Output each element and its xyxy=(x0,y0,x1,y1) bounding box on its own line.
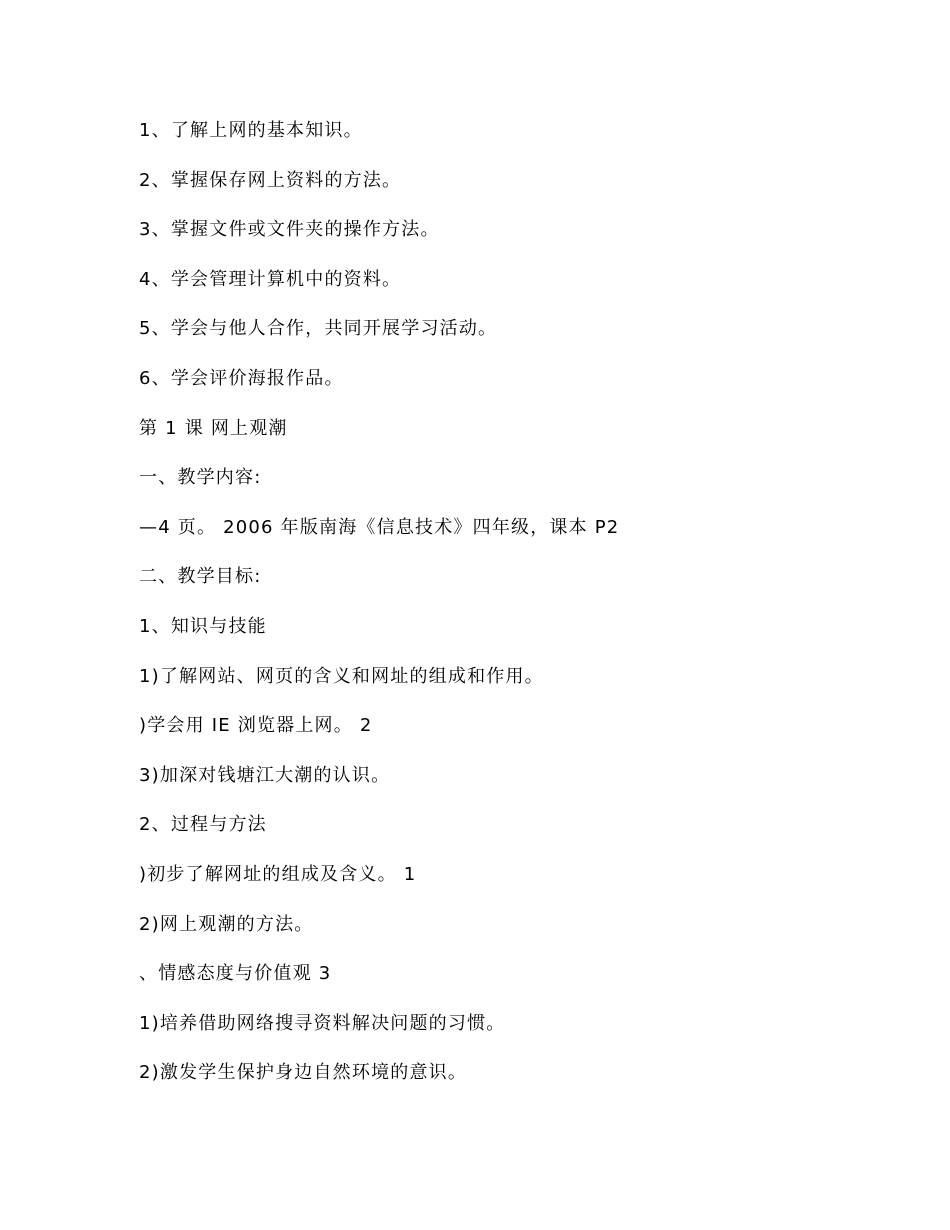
text-line: 2)网上观潮的方法。 xyxy=(139,913,314,935)
text-line: 1、了解上网的基本知识。 xyxy=(139,120,363,141)
text-line: —4 页。 2006 年版南海《信息技术》四年级，课本 P2 xyxy=(139,516,620,538)
subsection-heading: 1、知识与技能 xyxy=(139,615,267,637)
text-line: 2、掌握保存网上资料的方法。 xyxy=(139,169,402,191)
text-line: )初步了解网址的组成及含义。 1 xyxy=(139,863,417,885)
text-line: 5、学会与他人合作，共同开展学习活动。 xyxy=(139,318,498,340)
text-line: )学会用 IE 浏览器上网。 2 xyxy=(139,715,373,737)
text-line: 4、学会管理计算机中的资料。 xyxy=(139,268,402,290)
document-body xyxy=(139,117,859,1109)
text-line: 3、掌握文件或文件夹的操作方法。 xyxy=(139,219,440,241)
section-heading: 一、教学内容: xyxy=(139,467,262,489)
section-heading: 二、教学目标: xyxy=(139,566,262,588)
text-line: 1)培养借助网络搜寻资料解决问题的习惯。 xyxy=(139,1012,506,1034)
text-line: 6、学会评价海报作品。 xyxy=(139,367,344,389)
text-line: 1)了解网站、网页的含义和网址的组成和作用。 xyxy=(139,665,544,687)
lesson-heading: 第 1 课 网上观潮 xyxy=(139,417,288,439)
subsection-heading: 2、过程与方法 xyxy=(139,814,267,836)
subsection-heading: 、情感态度与价值观 3 xyxy=(139,963,332,985)
text-line: 2)激发学生保护身边自然环境的意识。 xyxy=(139,1062,468,1084)
text-line: 3)加深对钱塘江大潮的认识。 xyxy=(139,764,391,786)
